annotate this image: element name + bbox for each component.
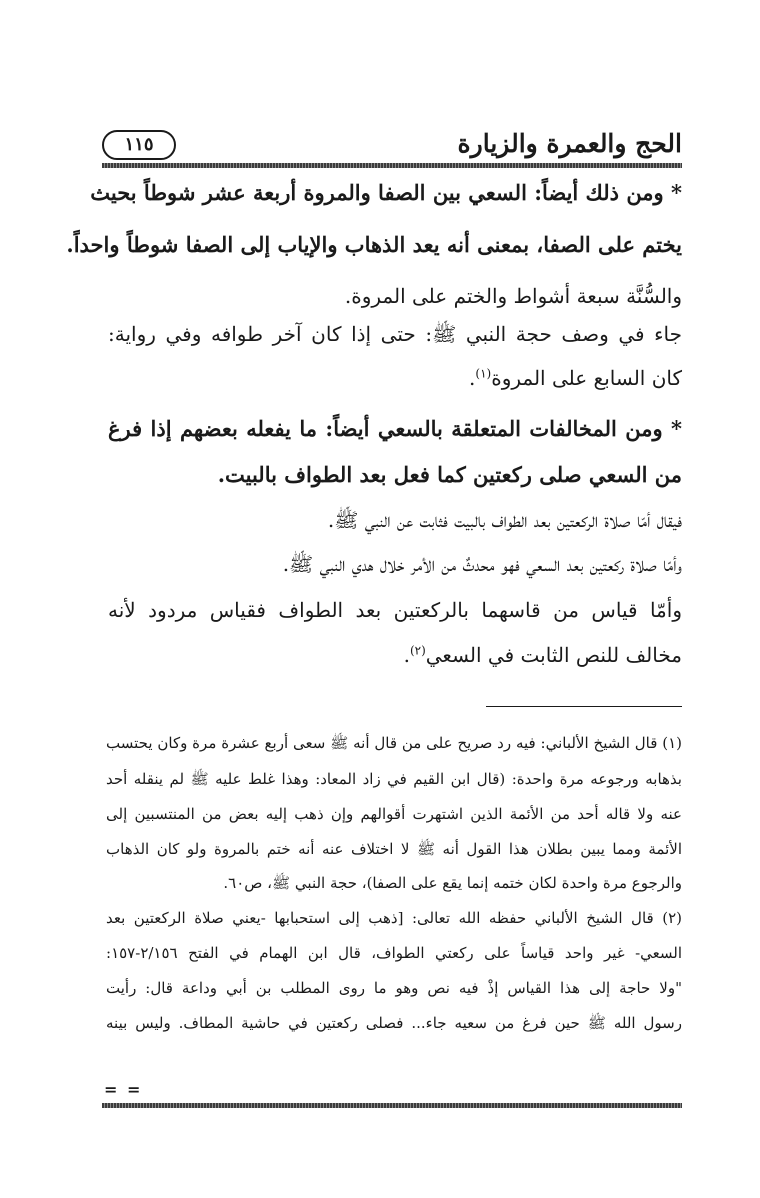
footnote-line: والرجوع مرة واحدة لكان ختمه إنما يقع على الصفا)، حجة النبي ﷺ، ص٦٠. — [223, 874, 682, 892]
running-title: الحج والعمرة والزيارة — [457, 129, 682, 158]
body-text: كان السابع على المروة — [491, 366, 682, 390]
body-line: فيقال أمّا صلاة الركعتين بعد الطواف بالبيت فثابت عن النبي ﷺ. — [327, 508, 682, 532]
body-line: وأمّا صلاة ركعتين بعد السعي فهو محدثٌ من الأمر خلال هدي النبي ﷺ. — [282, 552, 682, 576]
footnote-separator — [486, 706, 682, 707]
body-text: مخالف للنص الثابت في السعي — [425, 643, 682, 667]
body-line: * ومن المخالفات المتعلقة بالسعي أيضاً: ما يفعله بعضهم إذا فرغ — [108, 416, 682, 441]
body-line-with-note — [469, 366, 682, 390]
footnote-ref: (١) — [475, 366, 492, 381]
continued-marker: = = — [104, 1080, 143, 1099]
footnote-line: "ولا حاجة إلى هذا القياس إذْ فيه نص وهو ما روى المطلب بن أبي وداعة قال: رأيت — [106, 979, 682, 997]
footnote-line: الأئمة ومما يبين بطلان هذا القول أنه ﷺ لا اختلاف عنه أنه ختم بالمروة ولو كان الذهاب — [106, 840, 682, 858]
body-line: والسُّنَّة سبعة أشواط والختم على المروة. — [344, 284, 682, 308]
body-line: من السعي صلى ركعتين كما فعل بعد الطواف بالبيت. — [217, 462, 682, 487]
footnote-ref: (٢) — [409, 643, 426, 658]
body-text: . — [469, 366, 476, 390]
body-line: جاء في وصف حجة النبي ﷺ: حتى إذا كان آخر طوافه وفي رواية: — [108, 322, 682, 346]
footnote-line: رسول الله ﷺ حين فرغ من سعيه جاء... فصلى ركعتين في حاشية المطاف. وليس بينه — [106, 1014, 682, 1032]
footnote-line: السعي- غير واحد قياساً على ركعتي الطواف، قال ابن الهمام في الفتح ٢/١٥٦-١٥٧: — [106, 944, 682, 962]
body-line: * ومن ذلك أيضاً: السعي بين الصفا والمروة أربعة عشر شوطاً بحيث — [90, 180, 682, 205]
footer-rule — [102, 1103, 682, 1108]
footnote-line: (٢) قال الشيخ الألباني حفظه الله تعالى: [ذهب إلى استحبابها -يعني صلاة الركعتين بعد — [106, 909, 682, 927]
body-line: وأمّا قياس من قاسهما بالركعتين بعد الطواف فقياس مردود لأنه — [108, 598, 682, 622]
footnote-line: (١) قال الشيخ الألباني: فيه رد صريح على من قال أنه ﷺ سعى أربع عشرة مرة وكان يحتسب — [106, 734, 682, 752]
body-line-with-note — [404, 643, 682, 667]
footnote-line: عنه ولا قاله أحد من الأئمة الذين اشتهرت أقوالهم وإن ذهب إليه بعض من المنتسبين إلى — [106, 805, 682, 823]
body-text: . — [403, 643, 410, 667]
body-line: يختم على الصفا، بمعنى أنه يعد الذهاب والإياب إلى الصفا شوطاً واحداً. — [66, 232, 682, 257]
page-number-badge: ١١٥ — [102, 130, 176, 160]
footnote-line: بذهابه ورجوعه مرة واحدة: (قال ابن القيم في زاد المعاد: وهذا غلط عليه ﷺ لم ينقله أحد — [106, 770, 682, 788]
header-rule — [102, 163, 682, 168]
page-header — [102, 126, 682, 166]
